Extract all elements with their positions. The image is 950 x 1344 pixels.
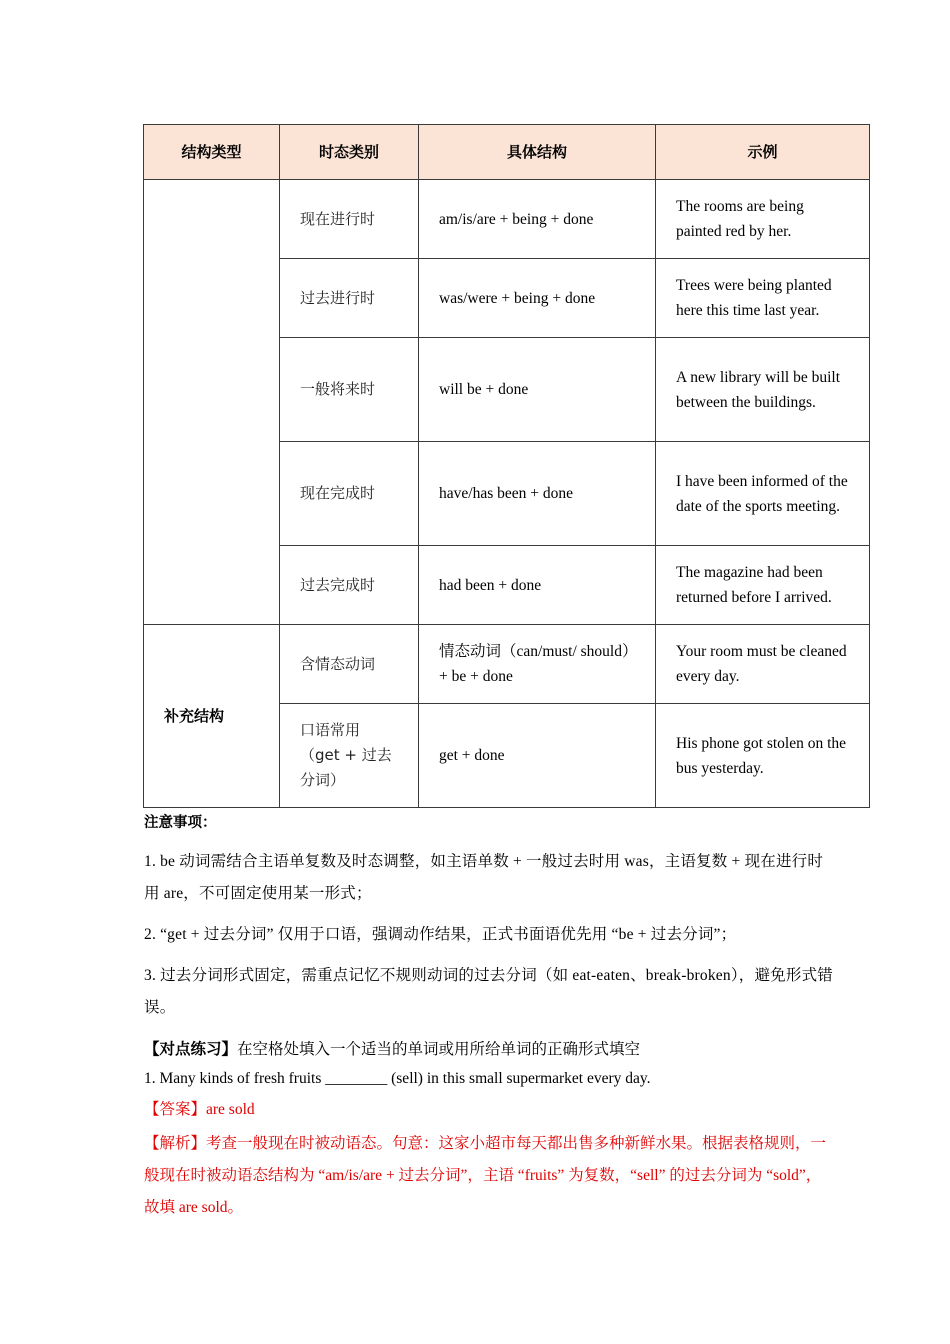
table-header-row [144, 125, 870, 180]
structure-cell: had been + done [419, 546, 656, 625]
structure-cell: am/is/are + being + done [419, 180, 656, 259]
analysis-text: 考查一般现在时被动语态。句意：这家小超市每天都出售多种新鲜水果。根据表格规则，一般现在时被动语态结构为 “am/is/are + 过去分词”，主语 “fruits” 为复数，“sell” 的过去分词为 “sold”，故填 are sold。 [144, 1135, 827, 1216]
answer-line [144, 1097, 255, 1123]
tense-cell: 过去完成时 [280, 546, 419, 625]
example-cell: I have been informed of the date of the sports meeting. [656, 442, 870, 546]
answer-text: are sold [206, 1101, 255, 1118]
structure-cell: was/were + being + done [419, 259, 656, 338]
passive-voice-table [143, 124, 870, 808]
structure-cell: will be + done [419, 338, 656, 442]
header-structure-type: 结构类型 [144, 125, 280, 180]
note-item-3: 3. 过去分词形式固定，需重点记忆不规则动词的过去分词（如 eat-eaten、break-broken），避免形式错误。 [144, 967, 833, 1016]
supplement-structure-label: 补充结构 [144, 625, 280, 808]
example-cell: Your room must be cleaned every day. [656, 625, 870, 704]
tense-cell: 口语常用（get + 过去分词） [280, 704, 419, 808]
header-example: 示例 [656, 125, 870, 180]
example-cell: A new library will be built between the buildings. [656, 338, 870, 442]
practice-label: 【对点练习】 [144, 1040, 238, 1058]
tense-cell: 现在进行时 [280, 180, 419, 259]
table-row [144, 625, 870, 704]
note-item-1: 1. be 动词需结合主语单复数及时态调整，如主语单数 + 一般过去时用 was，主语复数 + 现在进行时用 are，不可固定使用某一形式； [144, 853, 824, 902]
note-item-2: 2. “get + 过去分词” 仅用于口语，强调动作结果，正式书面语优先用 “be + 过去分词”； [144, 926, 737, 943]
example-cell: Trees were being planted here this time last year. [656, 259, 870, 338]
tense-cell: 过去进行时 [280, 259, 419, 338]
tense-cell: 含情态动词 [280, 625, 419, 704]
answer-label: 【答案】 [144, 1101, 207, 1118]
structure-cell: get + done [419, 704, 656, 808]
example-cell: The rooms are being painted red by her. [656, 180, 870, 259]
practice-instruction: 在空格处填入一个适当的单词或用所给单词的正确形式填空 [237, 1041, 641, 1058]
tense-cell: 现在完成时 [280, 442, 419, 546]
notes-title: 注意事项： [144, 815, 217, 831]
practice-question-1: 1. Many kinds of fresh fruits ________ (sell) in this small supermarket every day. [144, 1070, 651, 1087]
analysis-paragraph [144, 1128, 834, 1224]
example-cell: The magazine had been returned before I arrived. [656, 546, 870, 625]
practice-heading [144, 1036, 640, 1063]
header-structure: 具体结构 [419, 125, 656, 180]
structure-cell: have/has been + done [419, 442, 656, 546]
analysis-label: 【解析】 [144, 1135, 207, 1152]
header-tense: 时态类别 [280, 125, 419, 180]
tense-cell: 一般将来时 [280, 338, 419, 442]
example-cell: His phone got stolen on the bus yesterday. [656, 704, 870, 808]
structure-type-cell-empty [144, 180, 280, 625]
structure-cell: 情态动词（can/must/ should）+ be + done [419, 625, 656, 704]
table-row [144, 180, 870, 259]
